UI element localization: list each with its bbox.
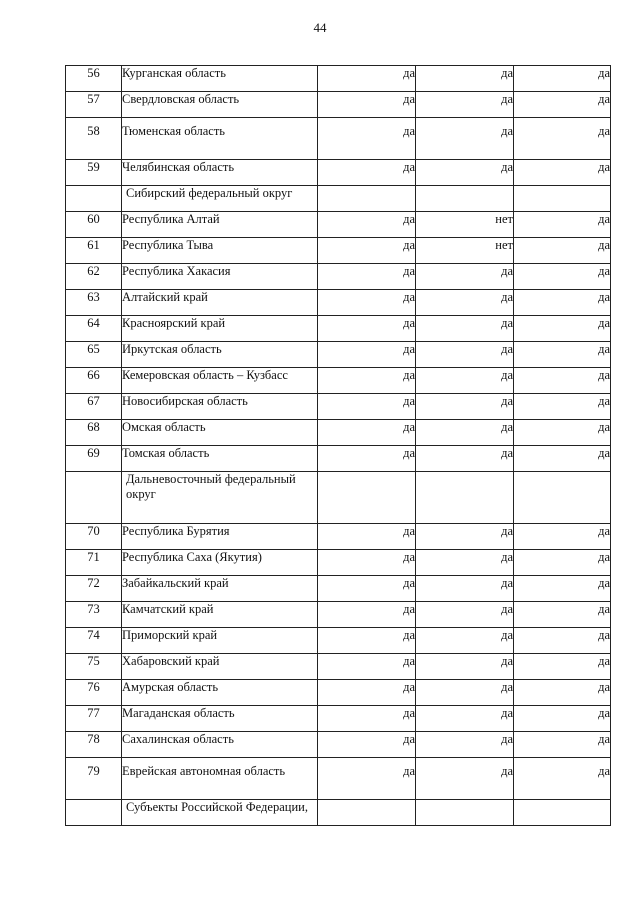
row-number: 65 (66, 342, 122, 368)
row-number (66, 186, 122, 212)
table-row (66, 264, 611, 290)
row-number: 72 (66, 576, 122, 602)
table-row (66, 628, 611, 654)
value-col-1: да (318, 602, 416, 628)
row-number: 57 (66, 92, 122, 118)
row-number: 56 (66, 66, 122, 92)
table-row (66, 290, 611, 316)
value-col-2: да (416, 446, 514, 472)
value-col-3: да (514, 368, 611, 394)
value-col-1: да (318, 92, 416, 118)
value-col-1 (318, 800, 416, 826)
table-row (66, 654, 611, 680)
row-number (66, 472, 122, 524)
row-number: 73 (66, 602, 122, 628)
region-name: Новосибирская область (122, 394, 318, 420)
region-name: Сахалинская область (122, 732, 318, 758)
value-col-3: да (514, 524, 611, 550)
value-col-1: да (318, 212, 416, 238)
value-col-2: да (416, 732, 514, 758)
value-col-2: да (416, 680, 514, 706)
value-col-1: да (318, 394, 416, 420)
value-col-1: да (318, 576, 416, 602)
row-number: 64 (66, 316, 122, 342)
row-number: 75 (66, 654, 122, 680)
row-number: 69 (66, 446, 122, 472)
table-row (66, 238, 611, 264)
table-row (66, 160, 611, 186)
value-col-3: да (514, 576, 611, 602)
value-col-1: да (318, 290, 416, 316)
value-col-1: да (318, 680, 416, 706)
value-col-2: да (416, 368, 514, 394)
row-number: 74 (66, 628, 122, 654)
table-row (66, 394, 611, 420)
row-number: 76 (66, 680, 122, 706)
value-col-3: да (514, 680, 611, 706)
value-col-3: да (514, 66, 611, 92)
value-col-2: да (416, 758, 514, 800)
value-col-1 (318, 472, 416, 524)
page-number: 44 (313, 20, 327, 35)
value-col-3 (514, 800, 611, 826)
row-number: 62 (66, 264, 122, 290)
region-name: Забайкальский край (122, 576, 318, 602)
value-col-1: да (318, 446, 416, 472)
value-col-2: да (416, 316, 514, 342)
value-col-2: да (416, 394, 514, 420)
region-name: Иркутская область (122, 342, 318, 368)
table-row (66, 680, 611, 706)
section-title: Сибирский федеральный округ (122, 186, 318, 212)
region-name: Свердловская область (122, 92, 318, 118)
value-col-2 (416, 472, 514, 524)
value-col-3: да (514, 394, 611, 420)
section-row (66, 186, 611, 212)
value-col-1: да (318, 160, 416, 186)
value-col-1: да (318, 628, 416, 654)
value-col-3: да (514, 342, 611, 368)
value-col-1: да (318, 316, 416, 342)
value-col-2: да (416, 92, 514, 118)
region-name: Республика Саха (Якутия) (122, 550, 318, 576)
region-name: Республика Хакасия (122, 264, 318, 290)
region-name: Тюменская область (122, 118, 318, 160)
region-name: Камчатский край (122, 602, 318, 628)
table-row (66, 446, 611, 472)
value-col-2: нет (416, 212, 514, 238)
region-name: Хабаровский край (122, 654, 318, 680)
row-number: 60 (66, 212, 122, 238)
table-row (66, 92, 611, 118)
value-col-3: да (514, 316, 611, 342)
region-name: Амурская область (122, 680, 318, 706)
table-row (66, 342, 611, 368)
value-col-2: да (416, 576, 514, 602)
table-row (66, 706, 611, 732)
row-number (66, 800, 122, 826)
value-col-2: да (416, 420, 514, 446)
table-row (66, 732, 611, 758)
value-col-1: да (318, 524, 416, 550)
value-col-2: да (416, 628, 514, 654)
value-col-1: да (318, 264, 416, 290)
value-col-3: да (514, 758, 611, 800)
value-col-1: да (318, 118, 416, 160)
region-name: Челябинская область (122, 160, 318, 186)
row-number: 68 (66, 420, 122, 446)
row-number: 79 (66, 758, 122, 800)
section-row (66, 800, 611, 826)
value-col-2: да (416, 118, 514, 160)
value-col-2: да (416, 602, 514, 628)
value-col-1: да (318, 758, 416, 800)
value-col-2: да (416, 524, 514, 550)
value-col-3: да (514, 446, 611, 472)
region-name: Магаданская область (122, 706, 318, 732)
section-title: Дальневосточный федеральный округ (122, 472, 318, 524)
row-number: 71 (66, 550, 122, 576)
region-name: Еврейская автономная область (122, 758, 318, 800)
region-name: Кемеровская область – Кузбасс (122, 368, 318, 394)
regions-table (65, 65, 611, 826)
region-name: Алтайский край (122, 290, 318, 316)
region-name: Республика Тыва (122, 238, 318, 264)
region-name: Томская область (122, 446, 318, 472)
row-number: 61 (66, 238, 122, 264)
value-col-3: да (514, 212, 611, 238)
row-number: 63 (66, 290, 122, 316)
table-row (66, 212, 611, 238)
region-name: Красноярский край (122, 316, 318, 342)
section-row (66, 472, 611, 524)
value-col-3: да (514, 160, 611, 186)
region-name: Республика Бурятия (122, 524, 318, 550)
value-col-2: да (416, 550, 514, 576)
value-col-3: да (514, 290, 611, 316)
value-col-2: нет (416, 238, 514, 264)
value-col-1: да (318, 654, 416, 680)
row-number: 77 (66, 706, 122, 732)
value-col-3: да (514, 732, 611, 758)
table-row (66, 66, 611, 92)
value-col-1 (318, 186, 416, 212)
region-name: Республика Алтай (122, 212, 318, 238)
value-col-3: да (514, 118, 611, 160)
table-row (66, 524, 611, 550)
table-row (66, 758, 611, 800)
value-col-3: да (514, 264, 611, 290)
table-row (66, 118, 611, 160)
table-row (66, 316, 611, 342)
value-col-1: да (318, 238, 416, 264)
value-col-3: да (514, 550, 611, 576)
value-col-3: да (514, 654, 611, 680)
value-col-2: да (416, 654, 514, 680)
row-number: 58 (66, 118, 122, 160)
value-col-2: да (416, 342, 514, 368)
value-col-1: да (318, 550, 416, 576)
value-col-2 (416, 186, 514, 212)
value-col-3: да (514, 602, 611, 628)
table-row (66, 420, 611, 446)
value-col-3: да (514, 706, 611, 732)
value-col-3: да (514, 420, 611, 446)
row-number: 70 (66, 524, 122, 550)
value-col-2: да (416, 66, 514, 92)
value-col-1: да (318, 732, 416, 758)
value-col-2 (416, 800, 514, 826)
row-number: 59 (66, 160, 122, 186)
section-title: Субъекты Российской Федерации, (122, 800, 318, 826)
value-col-1: да (318, 368, 416, 394)
row-number: 78 (66, 732, 122, 758)
value-col-2: да (416, 290, 514, 316)
region-name: Курганская область (122, 66, 318, 92)
table-row (66, 576, 611, 602)
row-number: 67 (66, 394, 122, 420)
value-col-1: да (318, 342, 416, 368)
row-number: 66 (66, 368, 122, 394)
value-col-2: да (416, 264, 514, 290)
value-col-3 (514, 472, 611, 524)
table-row (66, 602, 611, 628)
region-name: Омская область (122, 420, 318, 446)
value-col-3: да (514, 238, 611, 264)
value-col-2: да (416, 706, 514, 732)
value-col-3 (514, 186, 611, 212)
value-col-2: да (416, 160, 514, 186)
value-col-3: да (514, 92, 611, 118)
table-row (66, 550, 611, 576)
value-col-1: да (318, 706, 416, 732)
region-name: Приморский край (122, 628, 318, 654)
value-col-1: да (318, 420, 416, 446)
value-col-3: да (514, 628, 611, 654)
value-col-1: да (318, 66, 416, 92)
table-row (66, 368, 611, 394)
